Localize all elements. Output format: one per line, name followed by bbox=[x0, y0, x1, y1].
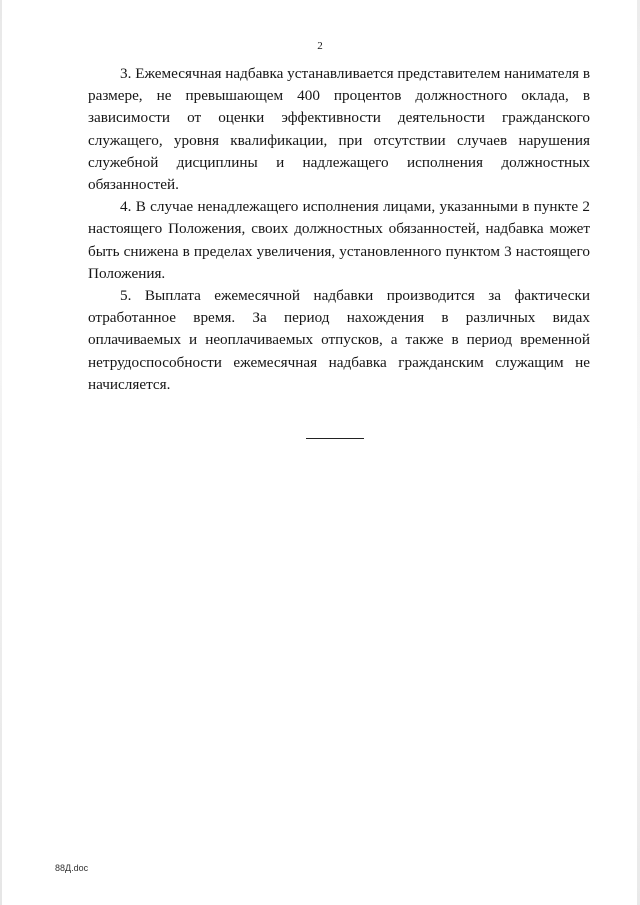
document-body bbox=[88, 63, 590, 396]
scan-edge-left bbox=[0, 0, 2, 905]
page-number: 2 bbox=[317, 40, 323, 52]
paragraph-3: 3. Ежемесячная надбавка устанавливается представителем нанимателя в размере, не превышающем 400 процентов должностного оклада, в зависимости от оценки эффективности деятельности гражданского служащего, уровня квалификации, при отсутствии случаев нарушения служебной дисциплины и надлежащего исполнения должностных обязанностей. bbox=[88, 65, 590, 194]
paragraph-4: 4. В случае ненадлежащего исполнения лицами, указанными в пункте 2 настоящего Положения, своих должностных обязанностей, надбавка может быть снижена в пределах увеличения, установленного пунктом 3 настоящего Положения. bbox=[88, 198, 590, 282]
end-separator-line bbox=[306, 438, 364, 439]
paragraph-5: 5. Выплата ежемесячной надбавки производится за фактически отработанное время. За период нахождения в различных видах оплачиваемых и неоплачиваемых отпусков, а также в период временной нетрудоспособности ежемесячная надбавка гражданским служащим не начисляется. bbox=[88, 287, 590, 393]
footer-filename: 88Д.doc bbox=[55, 863, 89, 873]
